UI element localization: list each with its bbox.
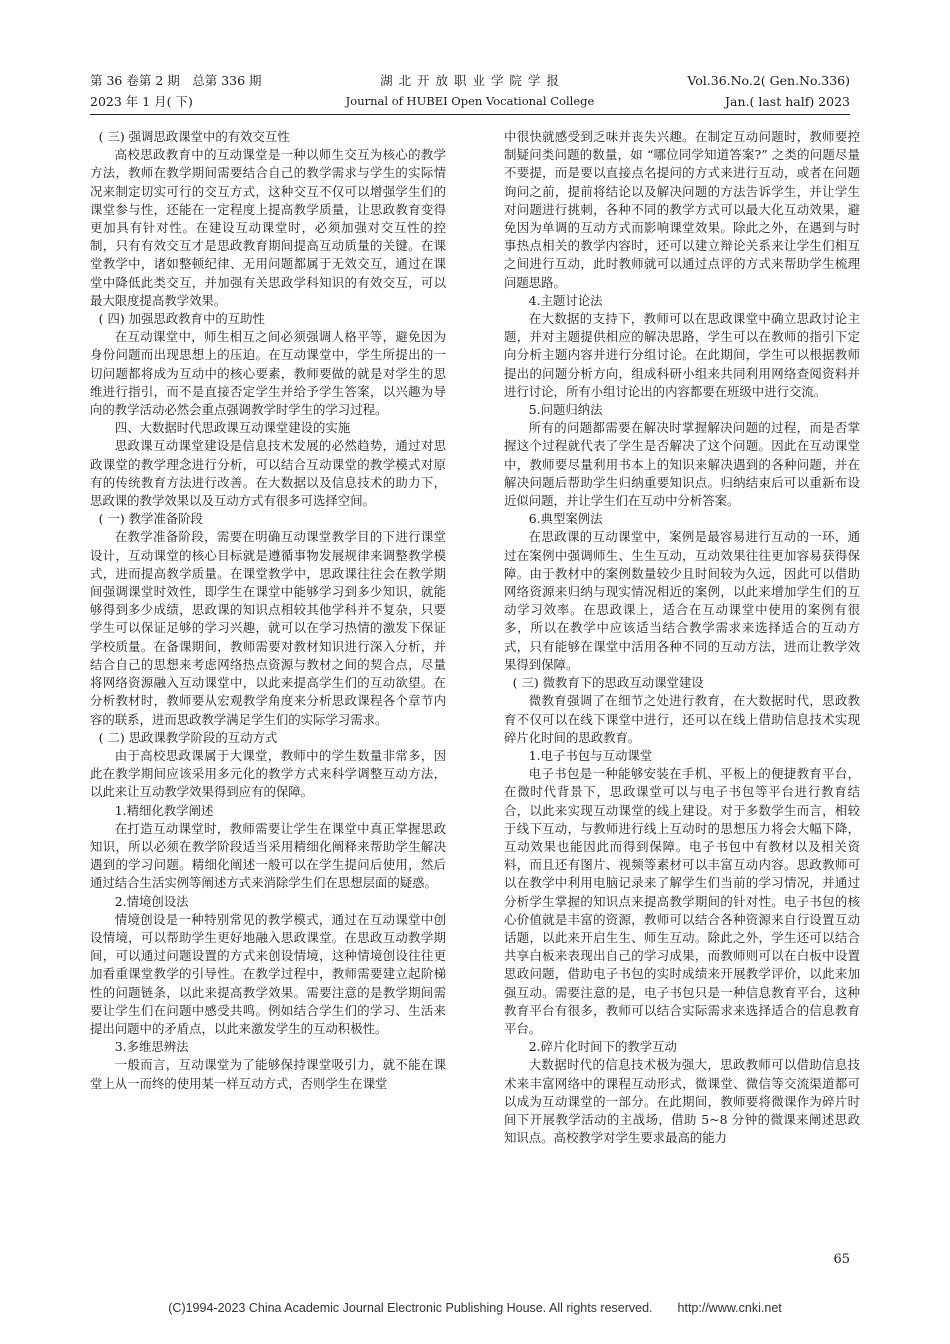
subsection-heading: 1.精细化教学阐述 bbox=[114, 802, 214, 818]
issue-volume-en: Vol.36.No.2( Gen.No.336) bbox=[687, 73, 850, 88]
paragraph: 在教学准备阶段，需要在明确互动课堂教学目的下进行课堂设计，互动课堂的核心目标就是遵循事物发展规律来调整教学模式，进而提高教学质量。在课堂教学中，思政课往往会在教学期间强调课堂时效性，即学生在课堂中能够学习到多少知识，就能够得到多少成绩，思政课的知识点相较其他学科并不复杂，只要学生可以保证足够的学习兴趣，就可以在学习热情的激发下保证学校质量。在备课期间，教师需要对教材知识进行深入分析，并结合自己的思想来考虑网络热点资源与教材之间的契合点，尽量将网络资源融入互动课堂中，以此来提高学生们的互动欲望。在分析教材时，教师要从宏观教学角度来分析思政课程各个章节内容的联系，进而思政教学满足学生们的实际学习需求。 bbox=[90, 529, 446, 727]
paragraph: 情境创设是一种特别常见的教学模式，通过在互动课堂中创设情境，可以帮助学生更好地融入思政课堂。在思政互动教学期间，可以通过问题设置的方式来创设情境，这种情境创设往往更加看重课堂教学的引导性。在教学过程中，教师需要建立起阶梯性的问题链条，以此来提高教学效果。需要注意的是教学期间需要让学生们在问题中感受共鸣。例如结合学生们的学习、生活来提出问题中的矛盾点，以此来激发学生的互动积极性。 bbox=[90, 911, 446, 1036]
paragraph: 所有的问题都需要在解决时掌握解决问题的过程，而是否掌握这个过程就代表了学生是否解决了这个问题。因此在互动课堂中，教师要尽量利用书本上的知识来解决遇到的各种问题，并在解决问题后帮助学生归纳重要知识点。归纳结束后可以重新布设近似问题，并让学生们在互动中分析答案。 bbox=[504, 420, 860, 509]
subsection-heading: 2.情境创设法 bbox=[114, 893, 189, 909]
journal-title-cn: 湖 北 开 放 职 业 学 院 学 报 bbox=[380, 73, 560, 88]
paragraph: 在大数据的支持下，教师可以在思政课堂中确立思政讨论主题，并对主题提供相应的解决思路，学生可以在教师的指引下定向分析主题内容并进行分组讨论。在此期间，学生可以根据教师提出的问题分析方向，组成科研小组来共同利用网络查阅资料并进行讨论，所有小组讨论出的内容都要在班级中进行交流。 bbox=[504, 311, 860, 399]
subsection-heading: 3.多维思辨法 bbox=[114, 1039, 189, 1055]
page-number: 65 bbox=[833, 1252, 850, 1267]
section-heading: ( 一) 教学准备阶段 bbox=[98, 511, 203, 527]
paragraph: 思政课互动课堂建设是信息技术发展的必然趋势，通过对思政课堂的教学理念进行分析，可以结合互动课堂的教学模式对原有的传统教育方法进行改善。在大数据以及信息技术的助力下，思政课的教学效果以及互动方式有很多可选择空间。 bbox=[90, 438, 446, 509]
paragraph: 中很快就感受到乏味并丧失兴趣。在制定互动问题时，教师要控制疑问类问题的数量，如 “哪位同学知道答案?” 之类的问题尽量不要提，而是要以直接点名提问的方式来进行互动，或者在问题询问之前，提前将结论以及解决问题的方法告诉学生，并让学生对问题进行挑刺，各种不同的教学方式可以最大化互动效果，避免因为单调的互动方式而影响课堂效果。除此之外，在遇到与时事热点相关的教学内容时，还可以建立辩论关系来让学生们相互之间进行互动，此时教师就可以通过点评的方式来帮助学生梳理问题思路。 bbox=[504, 129, 860, 290]
paragraph: 微教育强调了在细节之处进行教育，在大数据时代，思政教育不仅可以在线下课堂中进行，还可以在线上借助信息技术实现碎片化时间的思政教育。 bbox=[504, 693, 860, 745]
issue-date-en: Jan.( last half) 2023 bbox=[725, 94, 850, 109]
paragraph: 高校思政教育中的互动课堂是一种以师生交互为核心的教学方法，教师在教学期间需要结合自己的教学需求与学生的实际情况来制定切实可行的交互方式，这种交互不仅可以增强学生们的课堂参与性，还能在一定程度上提高教学质量，让思政教育变得更加具有针对性。在建设互动课堂时，必须加强对交互性的控制，只有有效交互才是思政教育期间提高互动质量的关键。在课堂教学中，诸如整顿纪律、无用问题都属于无效交互，通过在课堂中降低此类交互，并加强有关思政学科知识的有效交互，可以最大限度提高教学效果。 bbox=[90, 147, 446, 308]
subsection-heading: 5.问题归纳法 bbox=[528, 402, 603, 418]
left-column bbox=[90, 128, 446, 1238]
paragraph: 在思政课的互动课堂中，案例是最容易进行互动的一环，通过在案例中强调师生、生生互动，互动效果往往更加容易获得保障。由于教材中的案例数量较少且时间较为久远，因此可以借助网络资源来归纳与现实情况相近的案例，以此来增加学生们的互动学习效率。在思政课上，适合在互动课堂中使用的案例有很多，所以在教学中应该适当结合教学需求来选择适合的互动方式，只有能够在课堂中活用各种不同的互动方法，进而让教学效果得到保障。 bbox=[504, 529, 860, 672]
right-column bbox=[504, 128, 860, 1238]
paragraph: 一般而言，互动课堂为了能够保持课堂吸引力，就不能在课堂上从一而终的使用某一样互动方式，否则学生在课堂 bbox=[90, 1057, 446, 1091]
section-heading: ( 三) 强调思政课堂中的有效交互性 bbox=[98, 129, 290, 144]
section-heading: ( 三) 微教育下的思政互动课堂建设 bbox=[512, 675, 704, 691]
issue-info-en bbox=[687, 70, 850, 112]
paragraph: 在打造互动课堂时，教师需要让学生在课堂中真正掌握思政知识，所以必须在教学阶段适当采用精细化阐释来帮助学生解决遇到的学习问题。精细化阐述一般可以在学生提问后使用，然后通过结合生活实例等阐述方式来消除学生们在思想层面的疑惑。 bbox=[90, 820, 446, 891]
issue-volume: 第 36 卷第 2 期 总第 336 期 bbox=[90, 73, 262, 88]
issue-date: 2023 年 1 月( 下) bbox=[90, 94, 193, 109]
journal-title-en: Journal of HUBEI Open Vocational College bbox=[345, 94, 595, 108]
paragraph: 在互动课堂中，师生相互之间必须强调人格平等，避免因为身份问题而出现思想上的压迫。在互动课堂中，学生所提出的一切问题都将成为互动中的核心要素，教师要做的就是对学生的思维进行指引，而不是直接否定学生并给予学生答案，以兴趣为导向的教学活动必然会重点强调教学时学生的学习过程。 bbox=[90, 329, 446, 418]
subsection-heading: 4.主题讨论法 bbox=[528, 292, 603, 308]
subsection-heading: 2.碎片化时间下的教学互动 bbox=[528, 1039, 677, 1055]
section-heading: ( 四) 加强思政教育中的互助性 bbox=[98, 311, 265, 327]
paragraph: 大数据时代的信息技术极为强大，思政教师可以借助信息技术来丰富网络中的课程互动形式，微课堂、微信等交流渠道都可以成为互动课堂的一部分。在此期间，教师要将微课作为碎片时间下开展教学活动的主战场，借助 5~8 分钟的微课来阐述思政知识点。高校教学对学生要求最高的能力 bbox=[504, 1057, 860, 1146]
subsection-heading: 6.典型案例法 bbox=[528, 511, 603, 527]
paragraph: 电子书包是一种能够安装在手机、平板上的便捷教育平台，在微时代背景下，思政课堂可以与电子书包等平台进行教育结合，以此来实现互动课堂的线上建设。对于多数学生而言，相较于线下互动，与教师进行线上互动时的思想压力将会大幅下降，互动效果也能因此而得到保障。电子书包中有教材以及相关资料，而且还有图片、视频等素材可以丰富互动内容。思政教师可以在教学中利用电脑记录来了解学生们当前的学习情况，并通过分析学生掌握的知识点来提高教学期间的针对性。电子书包的核心价值就是丰富的资源，教师可以结合各种资源来自行设置互动话题，以此来开启生生、师生互动。除此之外，学生还可以结合共享白板来表现出自己的学习成果，而教师则可以在白板中设置思政问题，借助电子书包的实时成绩来开展教学评价，以此来加强互动。需要注意的是，电子书包只是一种信息教育平台，这种教育平台有很多，教师可以结合实际需求来选择适合的信息教育平台。 bbox=[504, 766, 860, 1036]
header-rule bbox=[90, 114, 850, 115]
paragraph: 由于高校思政课属于大课堂，教师中的学生数量非常多，因此在教学期间应该采用多元化的教学方式来科学调整互动方法，以此来让互动教学效果得到应有的保障。 bbox=[90, 747, 446, 800]
copyright-footer: (C)1994-2023 China Academic Journal Electronic Publishing House. All rights reserved. http://www.cnki.net bbox=[168, 1301, 782, 1315]
journal-header bbox=[90, 70, 850, 112]
section-heading: ( 二) 思政课教学阶段的互动方式 bbox=[98, 729, 278, 745]
subsection-heading: 1.电子书包与互动课堂 bbox=[528, 747, 653, 763]
section-heading: 四、大数据时代思政课互动课堂建设的实施 bbox=[114, 420, 351, 436]
